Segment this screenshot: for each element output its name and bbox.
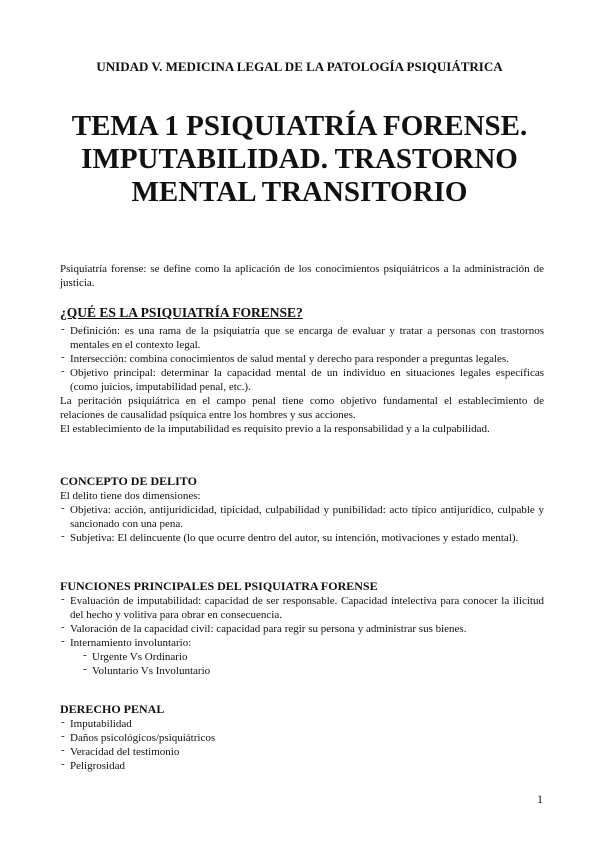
section-what-is — [60, 305, 544, 436]
list-item: - Daños psicológicos/psiquiátricos — [60, 731, 544, 745]
section-heading-delito: CONCEPTO DE DELITO — [60, 474, 197, 488]
list-item: - Veracidad del testimonio — [60, 745, 544, 759]
funciones-list — [60, 594, 544, 650]
section-heading-derecho-penal: DERECHO PENAL — [60, 702, 165, 716]
section-heading-funciones: FUNCIONES PRINCIPALES DEL PSIQUIATRA FORENSE — [60, 579, 378, 593]
list-item: - Objetiva: acción, antijuridicidad, tipicidad, culpabilidad y punibilidad: acto típico antijurídico, culpable y sancionado con una pena. — [60, 503, 544, 531]
unit-title: UNIDAD V. MEDICINA LEGAL DE LA PATOLOGÍA PSIQUIÁTRICA — [96, 59, 503, 74]
list-item: - Urgente Vs Ordinario — [82, 650, 544, 664]
derecho-penal-list — [60, 717, 544, 773]
delito-list — [60, 503, 544, 545]
list-item: - Intersección: combina conocimientos de salud mental y derecho para responder a preguntas legales. — [60, 352, 544, 366]
section-heading-what-is: ¿QUÉ ES LA PSIQUIATRÍA FORENSE? — [60, 305, 303, 320]
list-item: - Subjetiva: El delincuente (lo que ocurre dentro del autor, su intención, motivaciones y estado mental). — [60, 531, 544, 545]
section-funciones — [60, 579, 544, 678]
section-delito — [60, 474, 544, 545]
list-item: - Valoración de la capacidad civil: capacidad para regir su persona y administrar sus bienes. — [60, 622, 544, 636]
what-is-list — [60, 324, 544, 394]
internamiento-sublist — [82, 650, 544, 678]
list-item: - Definición: es una rama de la psiquiatría que se encarga de evaluar y tratar a personas con trastornos mentales en el contexto legal. — [60, 324, 544, 352]
section-derecho-penal — [60, 702, 544, 773]
list-item: - Internamiento involuntario: — [60, 636, 544, 650]
paragraph-peritacion: La peritación psiquiátrica en el campo penal tiene como objetivo fundamental el establecimiento de relaciones de causalidad psíquica entre los hombres y sus acciones. — [60, 395, 544, 421]
list-item: - Objetivo principal: determinar la capacidad mental de un individuo en situaciones legales específicas (como juicios, imputabilidad penal, etc.). — [60, 366, 544, 394]
list-item: - Voluntario Vs Involuntario — [82, 664, 544, 678]
page-number: 1 — [537, 792, 543, 806]
list-item: - Peligrosidad — [60, 759, 544, 773]
delito-lead: El delito tiene dos dimensiones: — [60, 490, 201, 502]
topic-title: TEMA 1 PSIQUIATRÍA FORENSE. IMPUTABILIDAD. TRASTORNO MENTAL TRANSITORIO — [71, 110, 528, 208]
list-item: - Imputabilidad — [60, 717, 544, 731]
paragraph-imputabilidad: El establecimiento de la imputabilidad es requisito previo a la responsabilidad y a la culpabilidad. — [60, 423, 490, 435]
intro-paragraph: Psiquiatría forense: se define como la aplicación de los conocimientos psiquiátricos a la administración de justicia. — [60, 263, 544, 289]
list-item: - Evaluación de imputabilidad: capacidad de ser responsable. Capacidad intelectiva para conocer la ilicitud del hecho y volitiva para obrar en consecuencia. — [60, 594, 544, 622]
